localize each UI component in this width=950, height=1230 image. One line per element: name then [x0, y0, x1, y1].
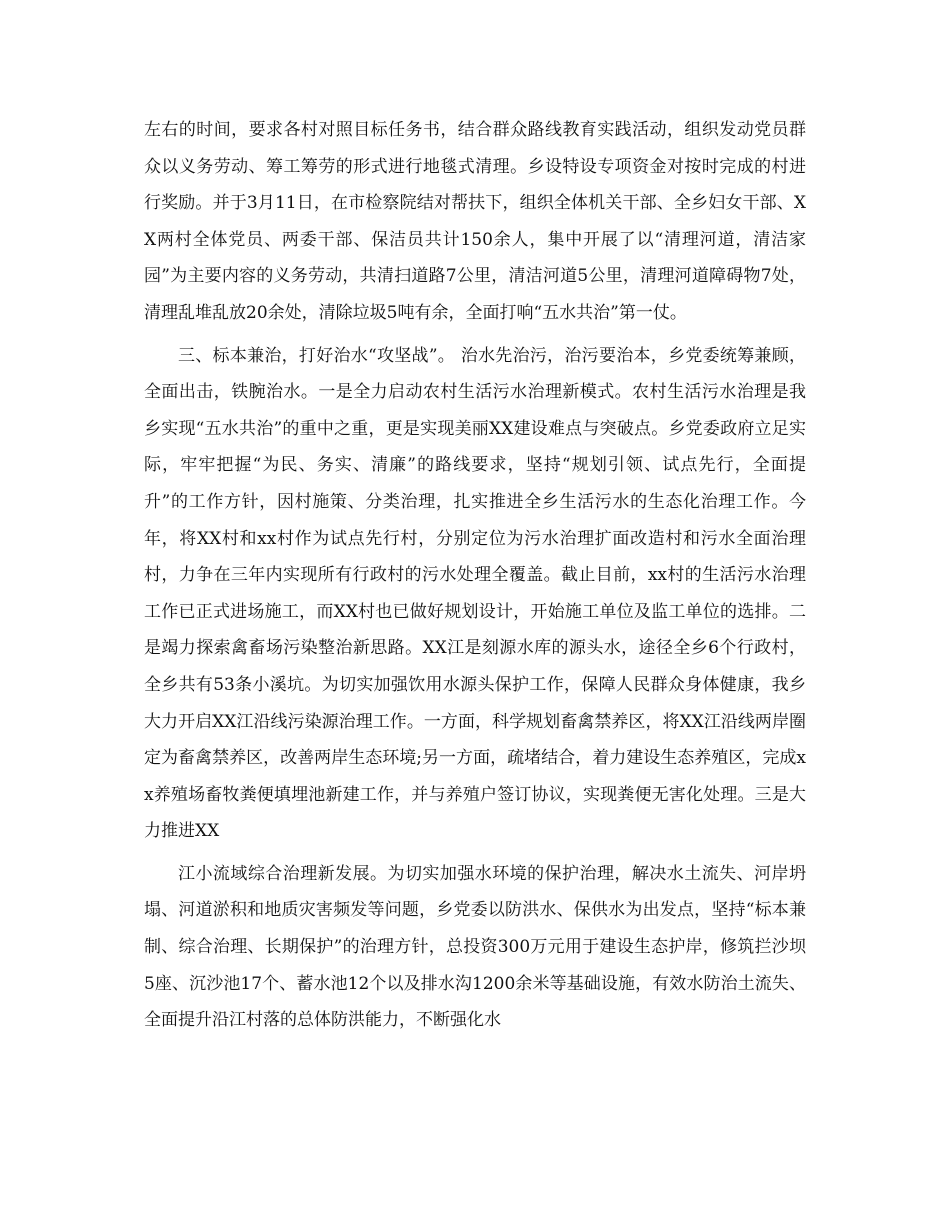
- paragraph-3: 江小流域综合治理新发展。为切实加强水环境的保护治理，解决水土流失、河岸坍塌、河道淤积和地质灾害频发等问题，乡党委以防洪水、保供水为出发点，坚持“标本兼制、综合治理、长期保护”的治理方针，总投资300万元用于建设生态护岸，修筑拦沙坝5座、沉沙池17个、蓄水池12个以及排水沟1200余米等基础设施，有效水防治土流失、全面提升沿江村落的总体防洪能力，不断强化水: [144, 863, 806, 1031]
- document-page: [144, 112, 806, 1039]
- paragraph-2: 三、标本兼治，打好治水“攻坚战”。 治水先治污，治污要治本，乡党委统筹兼顾，全面出击，铁腕治水。一是全力启动农村生活污水治理新模式。农村生活污水治理是我乡实现“五水共治”的重中之重，更是实现美丽XX建设难点与突破点。乡党委政府立足实际，牢牢把握“为民、务实、清廉”的路线要求，坚持“规划引领、试点先行，全面提升”的工作方针，因村施策、分类治理，扎实推进全乡生活污水的生态化治理工作。今年，将XX村和xx村作为试点先行村，分别定位为污水治理扩面改造村和污水全面治理村，力争在三年内实现所有行政村的污水处理全覆盖。截止目前，xx村的生活污水治理工作已正式进场施工，而XX村也已做好规划设计，开始施工单位及监工单位的选排。二是竭力探索禽畜场污染整治新思路。XX江是刻源水库的源头水，途径全乡6个行政村，全乡共有53条小溪坑。为切实加强饮用水源头保护工作，保障人民群众身体健康，我乡大力开启XX江沿线污染源治理工作。一方面，科学规划畜禽禁养区，将XX江沿线两岸圈定为畜禽禁养区，改善两岸生态环境;另一方面，疏堵结合，着力建设生态养殖区，完成xx养殖场畜牧粪便填埋池新建工作，并与养殖户签订协议，实现粪便无害化处理。三是大力推进XX: [144, 345, 806, 842]
- paragraph-1: 左右的时间，要求各村对照目标任务书，结合群众路线教育实践活动，组织发动党员群众以义务劳动、筹工筹劳的形式进行地毯式清理。乡设特设专项资金对按时完成的村进行奖励。并于3月11日，在市检察院结对帮扶下，组织全体机关干部、全乡妇女干部、XX两村全体党员、两委干部、保洁员共计150余人，集中开展了以“清理河道，清洁家园”为主要内容的义务劳动，共清扫道路7公里，清洁河道5公里，清理河道障碍物7处，清理乱堆乱放20余处，清除垃圾5吨有余，全面打响“五水共治”第一仗。: [144, 120, 806, 323]
